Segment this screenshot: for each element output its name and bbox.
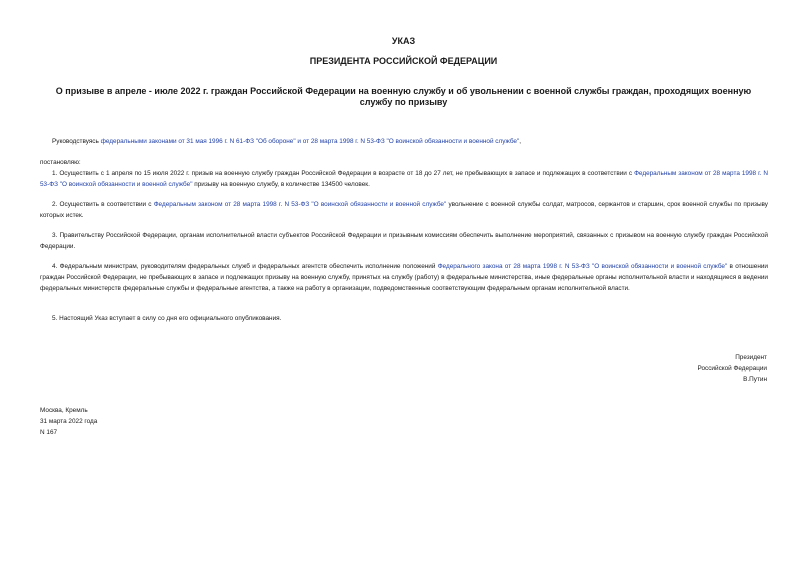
preamble-tail: , — [519, 138, 522, 145]
item-2 — [40, 199, 768, 221]
item-1-text: 1. Осуществить с 1 апреля по 15 июля 2022 г. призыв на военную службу граждан Российской Федерации в возрасте от 18 до 27 лет, не пребывающих в запасе и подлежащих в соответствии с — [52, 170, 635, 177]
place-date: 31 марта 2022 года — [40, 418, 98, 425]
item-4-text: 4. Федеральным министрам, руководителям федеральных служб и федеральных агентств обеспечить исполнение положений — [52, 263, 438, 270]
decree-title: О призыве в апреле - июле 2022 г. граждан Российской Федерации на военную службу и об увольнении с военной службы граждан, проходящих военную службу по призыву — [55, 86, 752, 107]
issuer-heading: ПРЕЗИДЕНТА РОССИЙСКОЙ ФЕДЕРАЦИИ — [309, 56, 498, 66]
signature-name: В.Путин — [743, 376, 767, 383]
place-date-block — [40, 405, 97, 438]
item-4-tail: в отношении граждан Российской Федерации, не пребывающих в запасе и подлежащих призыву на военную службу, принятых на службу (работу) в федеральные министерства, иные федеральные органы исполнительной власти и находящиеся в ведении федеральных министерств федеральные службы и федеральные агентства, а также на работу в организации, подведомственные соответствующим федеральным органам исполнительной власти. — [40, 263, 768, 292]
item-1-tail: призыву на военную службу, в количестве 134500 человек. — [192, 181, 370, 188]
item-5: 5. Настоящий Указ вступает в силу со дня его официального опубликования. — [52, 315, 282, 322]
preamble — [40, 136, 768, 147]
preamble-text: Руководствуясь — [52, 138, 101, 145]
decree-word: постановляю: — [40, 159, 81, 166]
item-2-tail: увольнение с военной службы солдат, матросов, сержантов и старшин, срок военной службы по призыву которых истек. — [40, 201, 768, 219]
signature-position: Президент — [735, 354, 767, 361]
item-4 — [40, 261, 768, 294]
item-4-law-link[interactable]: Федерального закона от 28 марта 1998 г. N 53-ФЗ "О воинской обязанности и военной службе" — [437, 263, 728, 270]
item-1-law-link[interactable]: Федеральным законом от 28 марта 1998 г. N 53-ФЗ "О воинской обязанности и военной службе" — [40, 170, 768, 188]
decree-number: N 167 — [40, 429, 58, 436]
item-2-law-link[interactable]: Федеральным законом от 28 марта 1998 г. N 53-ФЗ "О воинской обязанности и военной службе" — [153, 201, 447, 208]
preamble-law-link[interactable]: федеральными законами от 31 мая 1996 г. N 61-ФЗ "Об обороне" и от 28 марта 1998 г. N 53-ФЗ "О воинской обязанности и военной службе" — [100, 138, 520, 145]
signature-country: Российской Федерации — [697, 365, 767, 372]
item-1 — [40, 168, 768, 190]
place-location: Москва, Кремль — [40, 407, 88, 414]
item-2-text: 2. Осуществить в соответствии с — [52, 201, 154, 208]
signature-block — [698, 352, 768, 385]
decree-heading: УКАЗ — [391, 36, 416, 46]
item-3: 3. Правительству Российской Федерации, органам исполнительной власти субъектов Российской Федерации и призывным комиссиям обеспечить выполнение мероприятий, связанных с призывом на военную службу граждан Российской Федерации. — [40, 232, 768, 250]
